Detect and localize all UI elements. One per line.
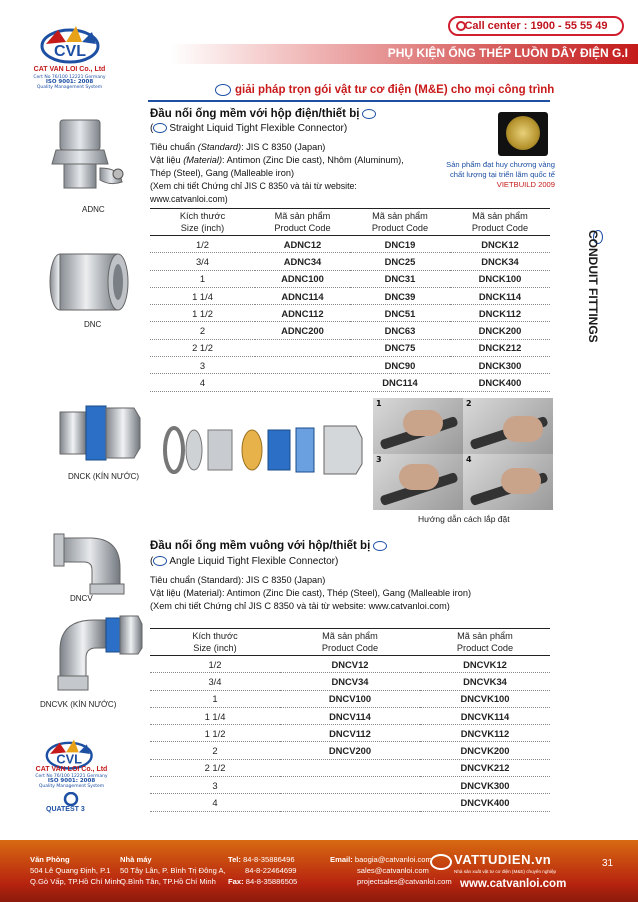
table-cell: 1 <box>150 690 280 707</box>
table-row <box>150 339 550 356</box>
dnck-caption: DNCK (KÍN NƯỚC) <box>68 472 140 481</box>
table-cell: DNCV12 <box>280 656 420 673</box>
award-caption: Sản phẩm đạt huy chương vàng chất lượng tại triển lãm quốc tế VIETBUILD 2009 <box>446 160 555 189</box>
table-cell: DNC51 <box>350 305 450 322</box>
section2-specs: Tiêu chuẩn (Standard): JIS C 8350 (Japan) Vật liệu (Material): Antimon (Zinc Die cast), Thép (Steel), Gang (Malleable iron) (Xem chi tiết Chứng chỉ JIS C 8350 và tải từ website: www.catvanloi.com) <box>150 575 472 611</box>
table-cell: DNCVK100 <box>420 690 550 707</box>
table-cell: ADNC12 <box>255 236 350 253</box>
connector-parts-image <box>160 420 365 480</box>
office-address: Văn Phòng 504 Lê Quang Định, P.1 Q.Gò Vấp, TP.Hồ Chí Minh <box>30 855 121 886</box>
category-title: PHỤ KIỆN ỐNG THÉP LUỒN DÂY ĐIỆN G.I <box>387 46 628 60</box>
table-cell: 2 <box>150 742 280 759</box>
table-cell <box>280 794 420 811</box>
table-cell: 1 <box>150 270 255 287</box>
table-cell: DNCV34 <box>280 673 420 690</box>
company-name: CAT VAN LOI Co., Ltd <box>35 766 108 773</box>
table-cell: DNCV112 <box>280 725 420 742</box>
factory-address: Nhà máy 50 Tây Lân, P. Bình Trị Đông A, Q.Bình Tân, TP.Hồ Chí Minh <box>120 855 226 886</box>
table-row <box>150 322 550 339</box>
header-divider <box>148 100 550 102</box>
page-footer <box>0 840 638 902</box>
table-cell: DNCVK34 <box>420 673 550 690</box>
table-row <box>150 707 550 724</box>
table-cell: DNCVK12 <box>420 656 550 673</box>
table-cell: DNCK112 <box>450 305 550 322</box>
award-medal-image <box>498 112 548 156</box>
table-row <box>150 794 550 811</box>
medal-icon <box>506 116 540 150</box>
iso-cert: Cert No 76/100 12221 Germany ISO 9001: 2008 Quality Management System <box>33 75 106 90</box>
table-cell: DNCK300 <box>450 357 550 374</box>
installation-guide <box>373 398 553 510</box>
brand-name: VATTUDIEN.vn <box>454 852 552 867</box>
table-row <box>150 690 550 707</box>
quatest-icon <box>62 792 80 806</box>
table-header-cell: Kích thước Size (inch) <box>150 629 280 656</box>
table-header-cell: Mã sản phẩm Product Code <box>280 629 420 656</box>
svg-text:CVL: CVL <box>54 43 86 60</box>
table-row <box>150 673 550 690</box>
table-cell: 1 1/4 <box>150 287 255 304</box>
installation-caption: Hướng dẫn cách lắp đặt <box>418 514 510 524</box>
table-cell: DNCV100 <box>280 690 420 707</box>
table-row <box>150 656 550 673</box>
table-cell: 1/2 <box>150 656 280 673</box>
table-cell: DNCK200 <box>450 322 550 339</box>
call-center-text: Call center : 1900 - 55 55 49 <box>464 20 608 32</box>
table-cell <box>280 777 420 794</box>
table-row <box>150 253 550 270</box>
call-center-badge <box>448 16 624 36</box>
table-cell: DNCK100 <box>450 270 550 287</box>
table-cell: ADNC114 <box>255 287 350 304</box>
vl-logo-icon <box>373 541 387 551</box>
section2-subtitle: ( Angle Liquid Tight Flexible Connector) <box>150 556 339 567</box>
table-cell: 2 <box>150 322 255 339</box>
table-row <box>150 270 550 287</box>
dncv-caption: DNCV <box>70 594 93 603</box>
section1-subtitle: ( Straight Liquid Tight Flexible Connector) <box>150 123 348 134</box>
table-header-cell: Mã sản phẩm Product Code <box>255 209 350 236</box>
table-cell: 3 <box>150 357 255 374</box>
table-cell: DNC25 <box>350 253 450 270</box>
table-cell: ADNC100 <box>255 270 350 287</box>
table-cell: DNC31 <box>350 270 450 287</box>
quatest-label: QUATEST 3 <box>46 806 85 813</box>
table-row <box>150 777 550 794</box>
table-cell: 4 <box>150 374 255 391</box>
section1-specs: Tiêu chuẩn (Standard): JIS C 8350 (Japan) Vật liệu (Material): Antimon (Zinc Die cast), Nhôm (Aluminum), Thép (Steel), Gang (Malleable iron) (Xem chi tiết Chứng chỉ JIS C 8350 và tải từ website: www.catvanloi.com) <box>150 142 404 204</box>
category-banner <box>170 44 638 64</box>
iso-cert: Cert No 76/100 12221 Germany ISO 9001: 2008 Quality Management System <box>35 774 108 789</box>
email-list: Email: baogia@catvanloi.com sales@catvanloi.com projectsales@catvanloi.com <box>330 855 452 886</box>
table-cell: 1 1/2 <box>150 305 255 322</box>
vl-logo-icon <box>430 854 452 870</box>
vl-logo-icon <box>215 84 231 96</box>
section1-product-table <box>150 208 550 392</box>
table-cell: DNC114 <box>350 374 450 391</box>
table-cell: DNCK400 <box>450 374 550 391</box>
table-cell <box>255 339 350 356</box>
table-cell: 2 1/2 <box>150 759 280 776</box>
vl-logo-icon <box>153 556 167 566</box>
dnck-product-image <box>50 398 150 468</box>
svg-text:CVL: CVL <box>56 751 83 767</box>
table-cell: 1 1/2 <box>150 725 280 742</box>
dncvk-caption: DNCVK (KÍN NƯỚC) <box>40 700 117 709</box>
table-cell: DNCVK300 <box>420 777 550 794</box>
table-cell: DNC63 <box>350 322 450 339</box>
table-row <box>150 374 550 391</box>
table-row <box>150 236 550 253</box>
email-link[interactable]: baogia@catvanloi.com <box>354 855 432 864</box>
phone-numbers: Tel: 84-8-35886496 84-8-22464699 Fax: 84-8-35886505 <box>228 855 298 886</box>
table-cell: DNCK114 <box>450 287 550 304</box>
adnc-caption: ADNC <box>82 205 105 214</box>
table-cell: DNCVK212 <box>420 759 550 776</box>
table-cell: ADNC200 <box>255 322 350 339</box>
dnc-product-image <box>40 248 140 318</box>
section2-product-table <box>150 628 550 812</box>
table-cell: 3/4 <box>150 673 280 690</box>
table-cell: 1 1/4 <box>150 707 280 724</box>
table-cell: DNCVK200 <box>420 742 550 759</box>
table-cell: DNCK212 <box>450 339 550 356</box>
company-name: CAT VAN LOI Co., Ltd <box>33 66 106 73</box>
table-cell: 1/2 <box>150 236 255 253</box>
install-step-photo: 1 <box>373 398 463 454</box>
table-cell <box>255 374 350 391</box>
vattudien-brand <box>430 852 590 892</box>
install-step-photo: 4 <box>463 454 553 510</box>
table-cell: 4 <box>150 794 280 811</box>
table-cell: ADNC34 <box>255 253 350 270</box>
table-cell: DNCV114 <box>280 707 420 724</box>
dnc-caption: DNC <box>84 320 102 329</box>
vl-logo-icon <box>153 123 167 133</box>
table-cell: ADNC112 <box>255 305 350 322</box>
side-title <box>582 216 602 356</box>
table-header-cell: Mã sản phẩm Product Code <box>420 629 550 656</box>
table-cell: DNCVK114 <box>420 707 550 724</box>
table-row <box>150 742 550 759</box>
table-cell: DNCK12 <box>450 236 550 253</box>
table-header-cell: Mã sản phẩm Product Code <box>450 209 550 236</box>
table-header-cell: Kích thước Size (inch) <box>150 209 255 236</box>
table-cell: DNCVK400 <box>420 794 550 811</box>
table-cell: DNC39 <box>350 287 450 304</box>
table-row <box>150 725 550 742</box>
table-cell: 3/4 <box>150 253 255 270</box>
table-row <box>150 357 550 374</box>
website-link[interactable]: www.catvanloi.com <box>460 878 567 890</box>
table-cell: 2 1/2 <box>150 339 255 356</box>
table-cell: DNC19 <box>350 236 450 253</box>
tagline-text: giải pháp trọn gói vật tư cơ điện (M&E) cho mọi công trình <box>235 84 555 97</box>
table-cell <box>280 759 420 776</box>
table-cell: DNCK34 <box>450 253 550 270</box>
table-cell: DNCVK112 <box>420 725 550 742</box>
brand-subtitle: Nhà sản xuất vật tư cơ điện (M&E) chuyên nghiệp <box>454 869 557 874</box>
tagline <box>215 84 554 96</box>
page-number: 31 <box>602 858 614 869</box>
install-step-photo: 2 <box>463 398 553 454</box>
table-cell: 3 <box>150 777 280 794</box>
dncv-product-image <box>50 518 140 598</box>
phone-icon <box>456 21 466 31</box>
table-row <box>150 305 550 322</box>
table-cell: DNC75 <box>350 339 450 356</box>
cvl-logo-icon <box>36 20 106 68</box>
side-title-text: CONDUIT FITTINGS <box>586 230 600 343</box>
table-header-cell: Mã sản phẩm Product Code <box>350 209 450 236</box>
dncvk-product-image <box>46 610 146 696</box>
company-logo <box>22 18 117 98</box>
section2-title: Đầu nối ống mềm vuông với hộp/thiết bị <box>150 540 390 552</box>
install-step-photo: 3 <box>373 454 463 510</box>
email-link[interactable]: sales@catvanloi.com <box>357 866 429 875</box>
table-row <box>150 287 550 304</box>
table-cell: DNCV200 <box>280 742 420 759</box>
table-row <box>150 759 550 776</box>
table-cell <box>255 357 350 374</box>
section1-title: Đầu nối ống mềm với hộp điện/thiết bị <box>150 108 379 120</box>
table-cell: DNC90 <box>350 357 450 374</box>
email-link[interactable]: projectsales@catvanloi.com <box>357 877 452 886</box>
company-logo-bottom <box>34 732 129 822</box>
vl-logo-icon <box>362 109 376 119</box>
adnc-product-image <box>40 112 140 202</box>
